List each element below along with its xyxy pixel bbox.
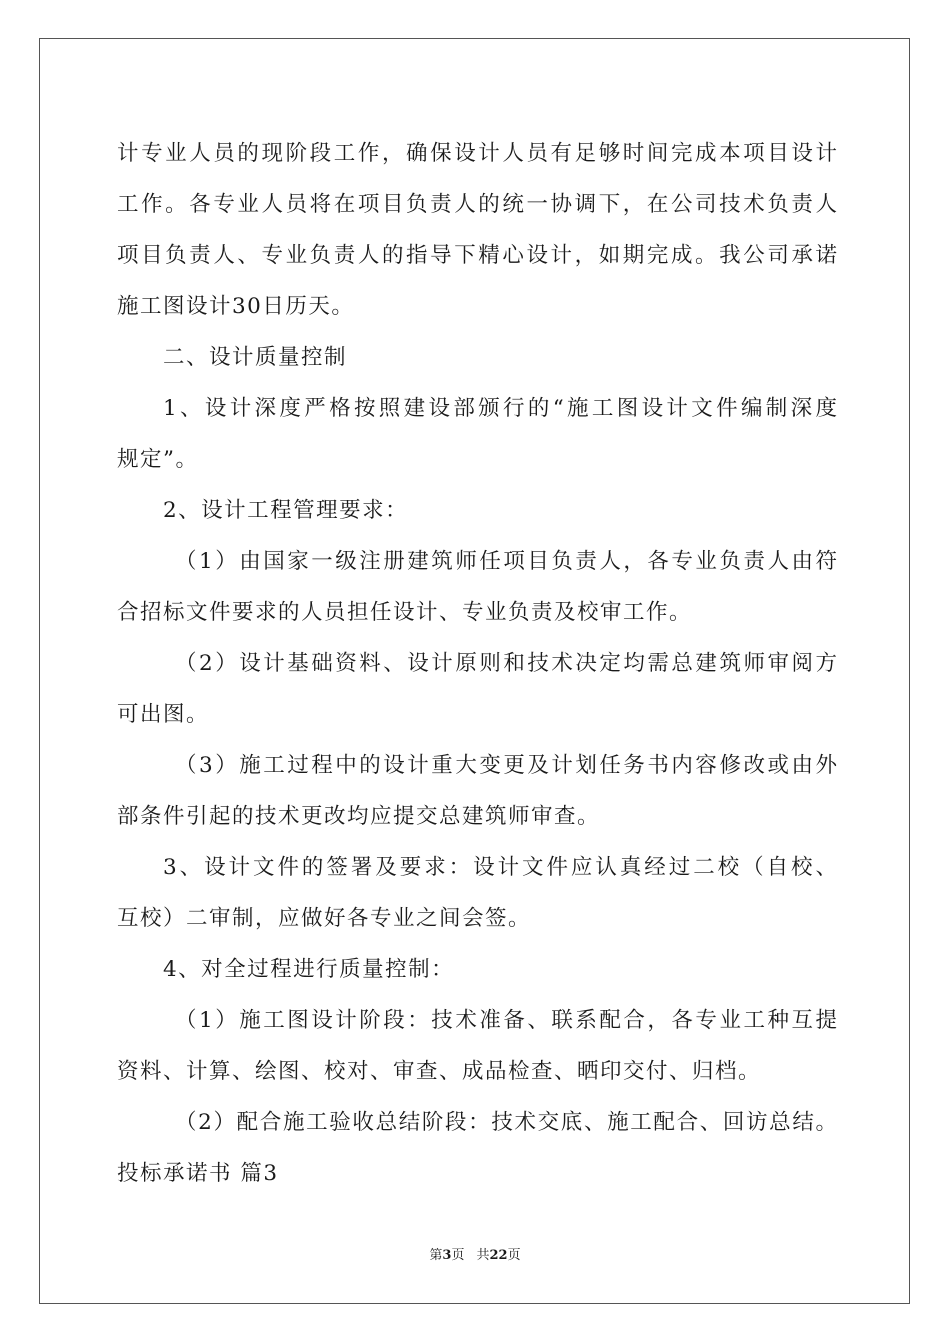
total-unit: 页 [507,1248,521,1263]
text-line: （2）配合施工验收总结阶段：技术交底、施工配合、回访总结。 [175,1110,837,1135]
text-line: 互校）二审制，应做好各专业之间会签。 [117,906,532,931]
text-line: 计专业人员的现阶段工作，确保设计人员有足够时间完成本项目设计 [117,141,837,166]
page-footer [0,1244,950,1263]
text-line: 4、对全过程进行质量控制： [163,957,455,982]
text-line: 3、设计文件的签署及要求：设计文件应认真经过二校（自校、 [163,855,837,880]
text-line: （1）施工图设计阶段：技术准备、联系配合，各专业工种互提 [175,1008,837,1033]
total-prefix: 共 [476,1248,490,1263]
text-line: 可出图。 [117,702,210,727]
text-line: 1、设计深度严格按照建设部颁行的“施工图设计文件编制深度 [163,396,837,421]
text-line: 项目负责人、专业负责人的指导下精心设计，如期完成。我公司承诺 [117,243,837,268]
page-prefix: 第 [429,1248,443,1263]
text-line: （2）设计基础资料、设计原则和技术决定均需总建筑师审阅方 [175,651,837,676]
text-line: 部条件引起的技术更改均应提交总建筑师审查。 [117,804,601,829]
section-title: 投标承诺书 篇3 [117,1161,279,1186]
text-line: 合招标文件要求的人员担任设计、专业负责及校审工作。 [117,600,693,625]
text-line: 规定”。 [117,447,199,472]
text-line: 施工图设计30日历天。 [117,294,355,319]
document-body [117,128,837,1199]
page-unit: 页 [451,1248,465,1263]
text-line: （1）由国家一级注册建筑师任项目负责人，各专业负责人由符 [175,549,837,574]
text-line: 2、设计工程管理要求： [163,498,409,523]
page-current: 3 [442,1248,452,1263]
text-line: （3）施工过程中的设计重大变更及计划任务书内容修改或由外 [175,753,837,778]
text-line: 工作。各专业人员将在项目负责人的统一协调下，在公司技术负责人 [117,192,837,217]
page-total: 22 [489,1248,508,1263]
text-line: 资料、计算、绘图、校对、审查、成品检查、晒印交付、归档。 [117,1059,762,1084]
section-heading: 二、设计质量控制 [163,345,348,370]
